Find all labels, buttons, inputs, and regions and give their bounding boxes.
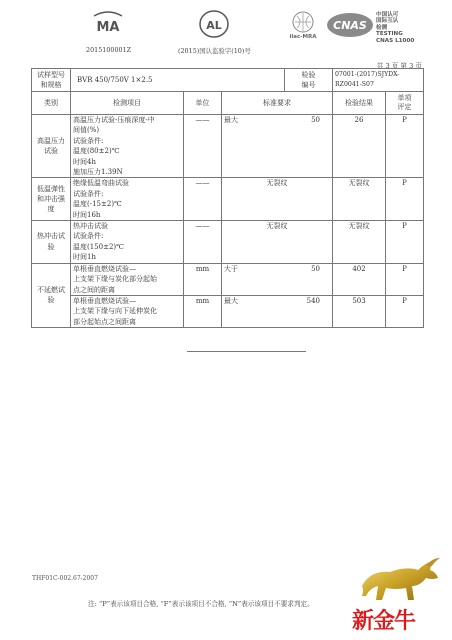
requirement-prefix: 最大 <box>224 116 238 124</box>
item-line: 热冲击试验 <box>73 222 108 231</box>
requirement-value: 50 <box>311 116 320 124</box>
item-line: 绝缘低温弯曲试验 <box>73 179 129 188</box>
page-info: 共 3 页 第 3 页 <box>376 62 422 70</box>
row-items <box>71 115 184 178</box>
item-line: 温度(80±2)℃ <box>73 147 120 156</box>
cnas-logo <box>326 12 374 38</box>
row-category <box>32 178 71 221</box>
category-line: 验 <box>47 242 55 251</box>
col-header-requirement: 标准要求 <box>222 92 333 115</box>
table-row <box>32 263 424 295</box>
inspect-value: 07001-(2017)SJYDX-RZ0041-S07 <box>333 69 424 92</box>
row-category <box>32 221 71 264</box>
row-result: 402 <box>333 263 386 295</box>
cnas-line: 中国认可 <box>376 12 399 18</box>
row-unit: —— <box>184 178 222 221</box>
row-unit: mm <box>184 263 222 295</box>
category-line: 低温弹性 <box>37 184 65 193</box>
item-line: 间值(%) <box>73 126 100 135</box>
legend-note: 注: “P”表示该项目合格, “F”表示该项目不合格, “N”表示该项目不要求判定。 <box>88 600 314 608</box>
item-line: 试验条件: <box>73 232 104 241</box>
category-line: 验 <box>47 296 55 305</box>
end-of-table-line <box>187 351 306 352</box>
row-result: 503 <box>333 295 386 327</box>
row-eval: P <box>386 178 424 221</box>
col-header-unit: 单位 <box>184 92 222 115</box>
cma-logo <box>88 10 128 38</box>
inspect-label-line: 编号 <box>301 81 316 89</box>
ilac-mra-logo <box>282 10 324 40</box>
row-items <box>71 263 184 295</box>
cal-cert-number: (2015)国认监验字(10)号 <box>178 47 251 55</box>
sample-label-line: 和规格 <box>40 81 62 89</box>
inspect-label-line: 检验 <box>301 70 316 79</box>
item-line: 施加压力1.39N <box>73 168 123 177</box>
item-line: 点之间的距离 <box>73 285 115 294</box>
col-header-category: 类别 <box>32 92 71 115</box>
sample-label <box>32 69 71 92</box>
row-items <box>71 178 184 221</box>
cnas-caption <box>376 12 414 44</box>
row-requirement <box>222 115 333 178</box>
item-line: 上支架下缘与炭化部分起始 <box>73 275 157 284</box>
col-header-result: 检验结果 <box>333 92 386 115</box>
item-line: 试验条件: <box>73 136 104 145</box>
requirement-prefix: 大于 <box>224 264 238 273</box>
cnas-line: 检测 <box>376 24 388 31</box>
row-result: 无裂纹 <box>333 178 386 221</box>
row-eval: P <box>386 221 424 264</box>
item-line: 单根垂直燃烧试验— <box>73 296 136 305</box>
cnas-line: TESTING <box>376 31 403 38</box>
cnas-line: CNAS L1000 <box>376 37 415 44</box>
category-line: 度 <box>47 205 55 214</box>
row-items <box>71 295 184 327</box>
svg-text:AL: AL <box>206 19 222 32</box>
table-row <box>32 115 424 178</box>
item-line: 时间16h <box>73 210 101 219</box>
item-line: 时间1h <box>73 253 96 262</box>
requirement-prefix: 最大 <box>224 296 238 305</box>
item-line: 温度(-15±2)℃ <box>73 200 122 209</box>
category-line: 高温压力 <box>37 136 65 145</box>
row-category <box>32 115 71 178</box>
row-requirement <box>222 263 333 295</box>
category-line: 试验 <box>44 147 58 156</box>
row-eval: P <box>386 115 424 178</box>
row-unit: —— <box>184 221 222 264</box>
col-header-item: 检测项目 <box>71 92 184 115</box>
row-eval: P <box>386 295 424 327</box>
results-table <box>31 68 424 328</box>
item-line: 时间4h <box>73 157 96 166</box>
cal-logo <box>196 8 232 40</box>
item-line: 试验条件: <box>73 189 104 198</box>
sample-label-line: 试样型号 <box>37 70 65 79</box>
cma-cert-number: 2015100001Z <box>86 46 132 54</box>
item-line: 部分起始点之间距离 <box>73 317 136 326</box>
row-unit: mm <box>184 295 222 327</box>
row-category <box>32 263 71 327</box>
inspect-label <box>285 69 333 92</box>
table-row <box>32 221 424 264</box>
item-line: 单根垂直燃烧试验— <box>73 264 136 273</box>
sample-value: BVR 450/750V 1×2.5 <box>71 69 285 92</box>
row-unit: —— <box>184 115 222 178</box>
cnas-line: 国际互认 <box>376 18 399 25</box>
svg-text:CNAS: CNAS <box>333 19 367 32</box>
category-line: 不延燃试 <box>37 286 65 294</box>
brand-wordmark: 新金牛 <box>352 609 416 634</box>
row-items <box>71 221 184 264</box>
sample-info-row <box>32 69 424 92</box>
row-requirement <box>222 295 333 327</box>
row-result: 无裂纹 <box>333 221 386 264</box>
category-line: 和冲击强 <box>37 195 65 204</box>
row-requirement: 无裂纹 <box>222 178 333 221</box>
row-eval: P <box>386 263 424 295</box>
column-header-row <box>32 92 424 115</box>
svg-text:ilac-MRA: ilac-MRA <box>289 34 317 40</box>
svg-text:MA: MA <box>96 20 120 35</box>
form-code: THF01C-002.67-2007 <box>32 575 98 582</box>
requirement-value: 540 <box>306 296 320 305</box>
row-requirement: 无裂纹 <box>222 221 333 264</box>
bull-logo-icon <box>356 556 442 606</box>
row-result: 26 <box>333 115 386 178</box>
table-row <box>32 295 424 327</box>
category-line: 热冲击试 <box>37 232 65 241</box>
item-line: 高温压力试验-压痕深度-中 <box>73 116 155 124</box>
col-header-eval: 单项 评定 <box>386 92 424 115</box>
item-line: 温度(150±2)℃ <box>73 242 124 251</box>
item-line: 上支架下缘与向下延伸炭化 <box>73 307 157 316</box>
requirement-value: 50 <box>311 264 320 273</box>
table-row <box>32 178 424 221</box>
